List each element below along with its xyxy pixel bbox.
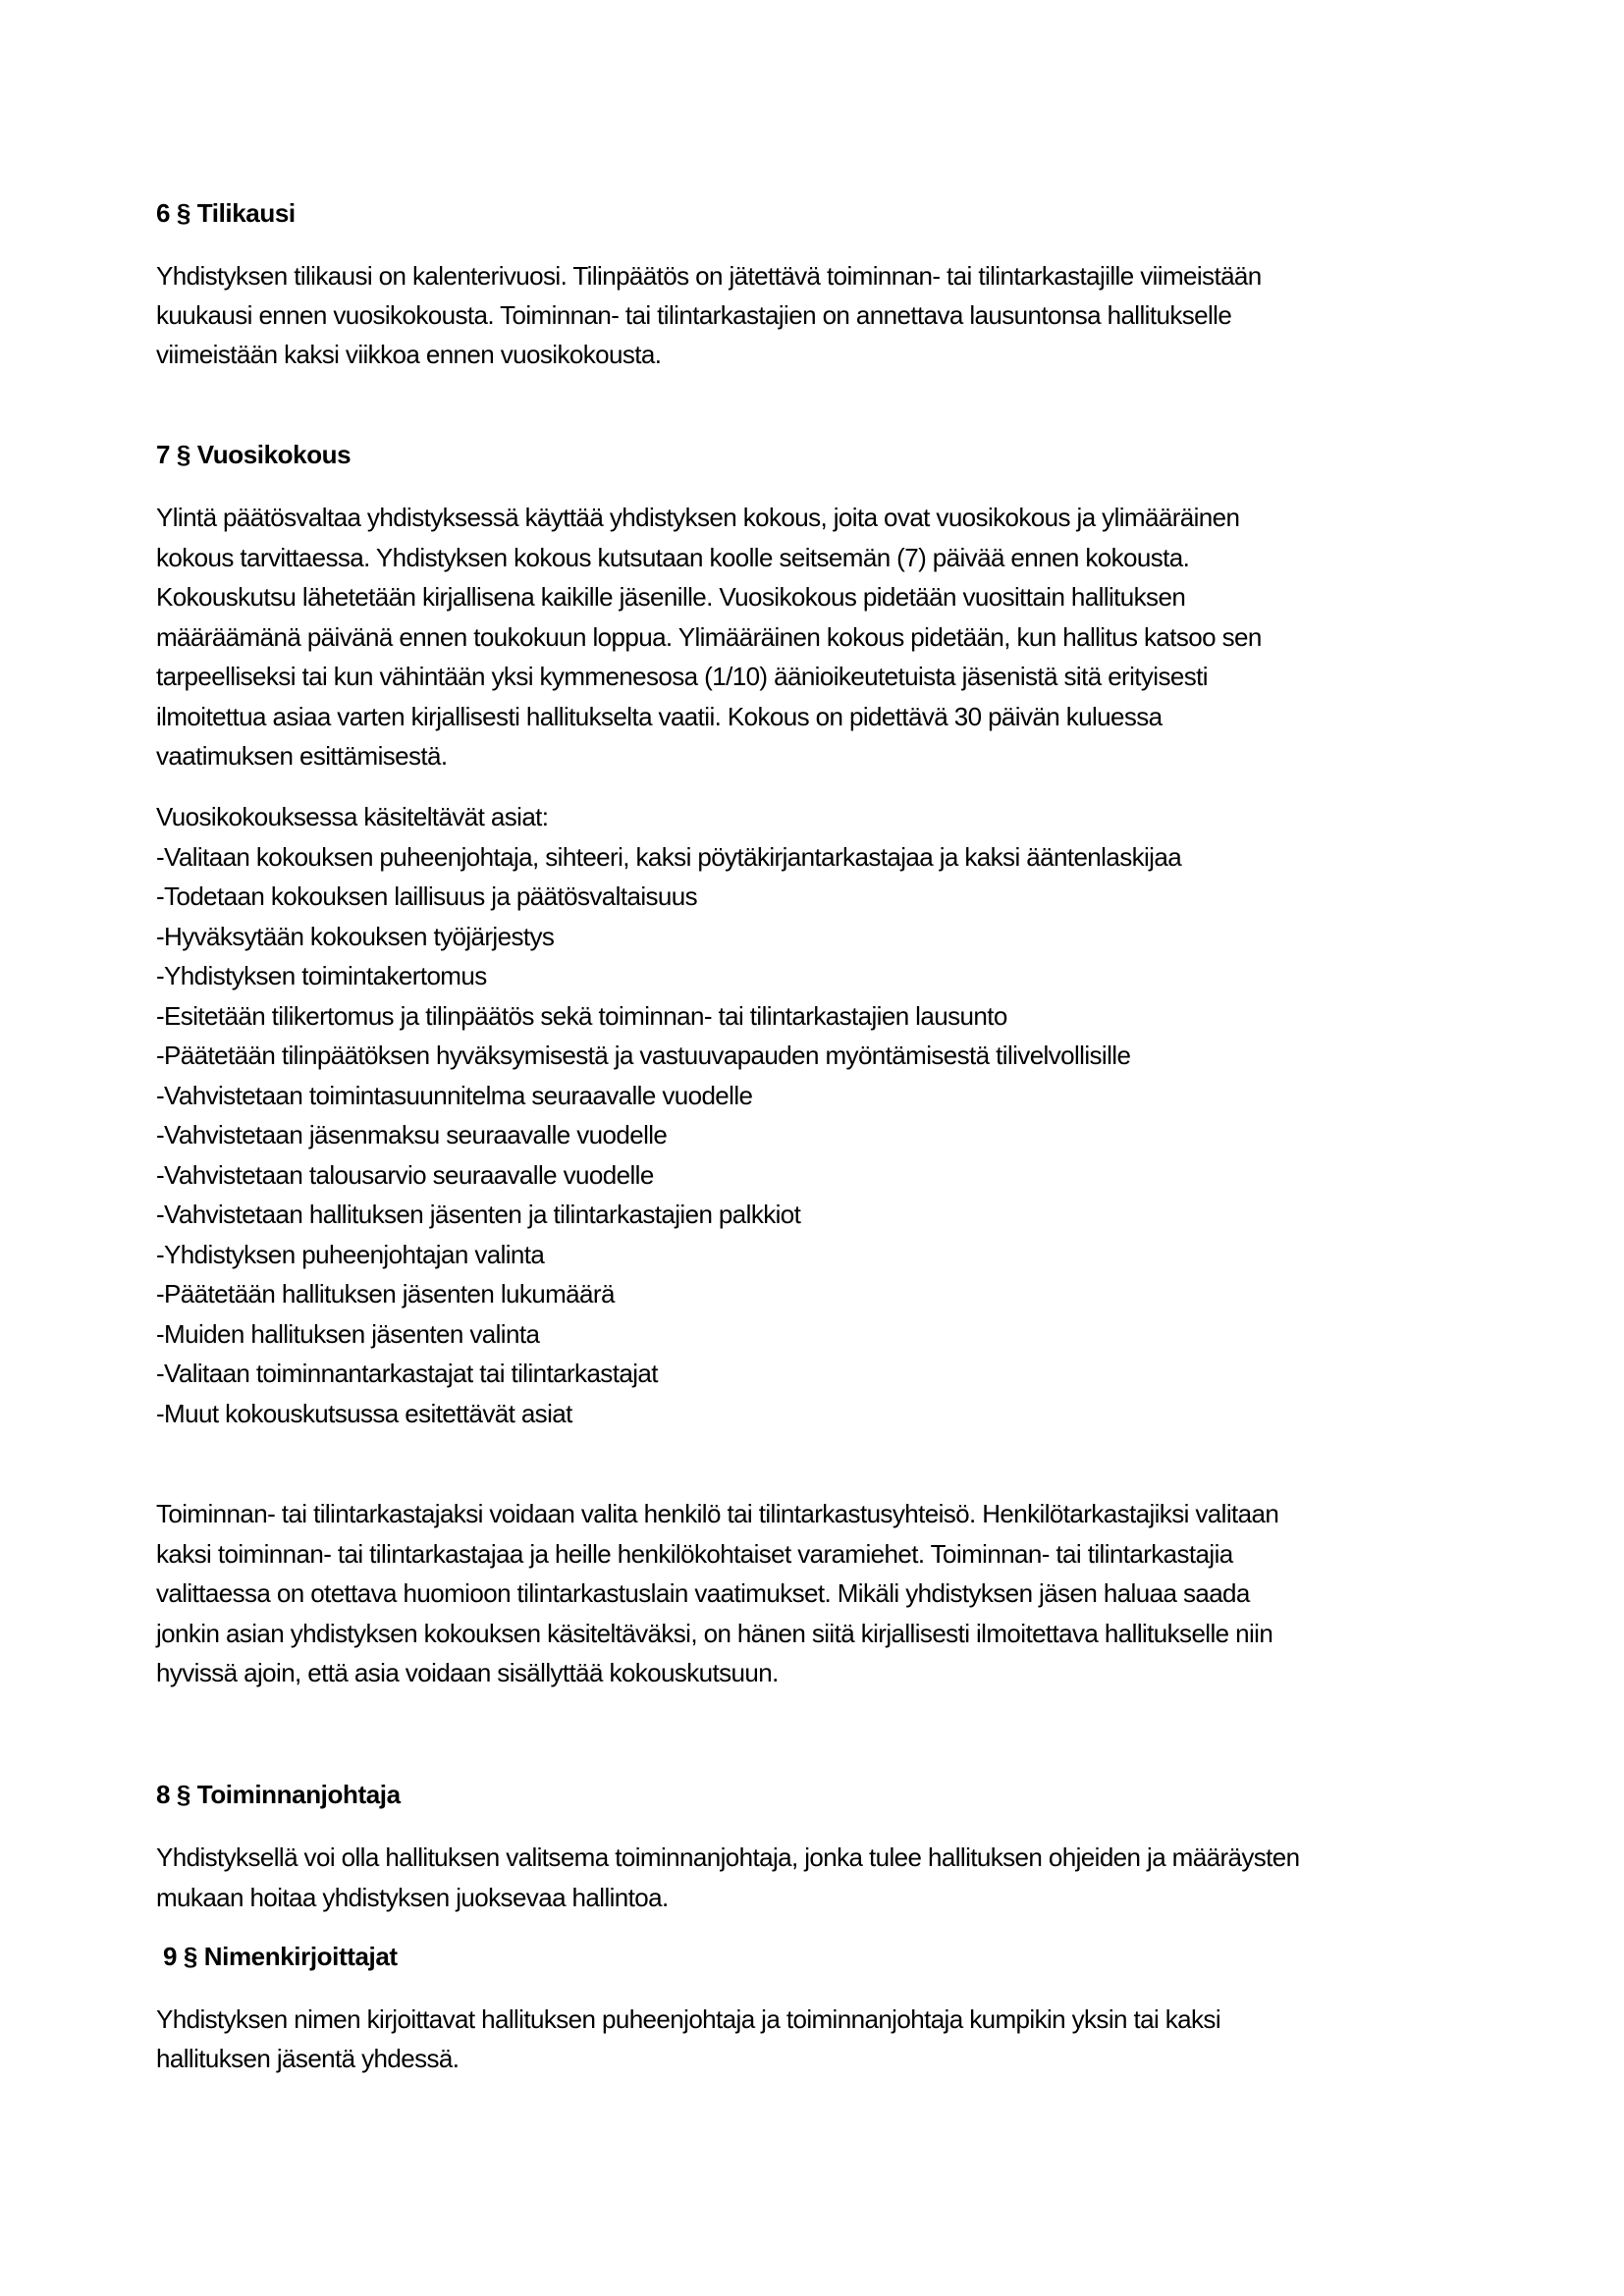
agenda-list-item: -Vahvistetaan talousarvio seuraavalle vuodelle — [156, 1160, 654, 1190]
section-8-line: mukaan hoitaa yhdistyksen juoksevaa hallintoa. — [156, 1883, 669, 1912]
auditor-paragraph-line: jonkin asian yhdistyksen kokouksen käsiteltäväksi, on hänen siitä kirjallisesti ilmoitettava hallitukselle niin — [156, 1619, 1273, 1648]
auditor-paragraph-line: kaksi toiminnan- tai tilintarkastajaa ja heille henkilökohtaiset varamiehet. Toiminnan- tai tilintarkastajia — [156, 1539, 1233, 1569]
auditor-paragraph-line: valittaessa on otettava huomioon tilintarkastuslain vaatimukset. Mikäli yhdistyksen jäsen haluaa saada — [156, 1578, 1250, 1608]
section-8-heading: 8 § Toiminnanjohtaja — [156, 1780, 401, 1809]
agenda-list-item: -Todetaan kokouksen laillisuus ja päätösvaltaisuus — [156, 881, 698, 911]
section-7-heading: 7 § Vuosikokous — [156, 440, 352, 469]
section-9-line: Yhdistyksen nimen kirjoittavat hallituksen puheenjohtaja ja toiminnanjohtaja kumpikin yksin tai kaksi — [156, 2004, 1221, 2034]
auditor-paragraph-line: hyvissä ajoin, että asia voidaan sisällyttää kokouskutsuun. — [156, 1658, 779, 1687]
auditor-paragraph-line: Toiminnan- tai tilintarkastajaksi voidaan valita henkilö tai tilintarkastusyhteisö. Henkilötarkastajiksi valitaan — [156, 1499, 1279, 1528]
section-6-line: kuukausi ennen vuosikokousta. Toiminnan- tai tilintarkastajien on annettava lausuntonsa hallitukselle — [156, 300, 1232, 330]
section-7-line: kokous tarvittaessa. Yhdistyksen kokous kutsutaan koolle seitsemän (7) päivää ennen kokousta. — [156, 543, 1190, 572]
agenda-list-item: -Vahvistetaan toimintasuunnitelma seuraavalle vuodelle — [156, 1081, 753, 1110]
section-7-line: määräämänä päivänä ennen toukokuun loppua. Ylimääräinen kokous pidetään, kun hallitus katsoo sen — [156, 622, 1262, 652]
agenda-list-item: -Muiden hallituksen jäsenten valinta — [156, 1319, 540, 1349]
agenda-list-item: -Yhdistyksen toimintakertomus — [156, 961, 487, 990]
agenda-list-item: -Muut kokouskutsussa esitettävät asiat — [156, 1399, 572, 1428]
agenda-list-item: -Vahvistetaan hallituksen jäsenten ja tilintarkastajien palkkiot — [156, 1200, 801, 1229]
agenda-list-item: -Hyväksytään kokouksen työjärjestys — [156, 922, 555, 951]
section-7-line: tarpeelliseksi tai kun vähintään yksi kymmenesosa (1/10) äänioikeutetuista jäsenistä sitä erityisesti — [156, 662, 1208, 691]
section-9-heading: 9 § Nimenkirjoittajat — [163, 1942, 398, 1971]
agenda-list-item: -Vahvistetaan jäsenmaksu seuraavalle vuodelle — [156, 1120, 668, 1149]
agenda-list-item: -Päätetään tilinpäätöksen hyväksymisestä ja vastuuvapauden myöntämisestä tilivelvollisille — [156, 1041, 1131, 1070]
section-9-line: hallituksen jäsentä yhdessä. — [156, 2044, 460, 2073]
section-6-line: Yhdistyksen tilikausi on kalenterivuosi. Tilinpäätös on jätettävä toiminnan- tai tilintarkastajille viimeistään — [156, 261, 1262, 291]
section-7-line: Ylintä päätösvaltaa yhdistyksessä käyttää yhdistyksen kokous, joita ovat vuosikokous ja ylimääräinen — [156, 503, 1240, 532]
agenda-list-item: -Päätetään hallituksen jäsenten lukumäärä — [156, 1279, 615, 1308]
agenda-list-intro: Vuosikokouksessa käsiteltävät asiat: — [156, 802, 549, 831]
agenda-list-item: -Valitaan kokouksen puheenjohtaja, sihteeri, kaksi pöytäkirjantarkastajaa ja kaksi ääntenlaskijaa — [156, 842, 1182, 872]
agenda-list-item: -Yhdistyksen puheenjohtajan valinta — [156, 1240, 545, 1269]
section-7-line: vaatimuksen esittämisestä. — [156, 741, 448, 771]
section-7-line: ilmoitettua asiaa varten kirjallisesti hallitukselta vaatii. Kokous on pidettävä 30 päivän kuluessa — [156, 702, 1163, 731]
agenda-list-item: -Valitaan toiminnantarkastajat tai tilintarkastajat — [156, 1359, 658, 1388]
section-8-line: Yhdistyksellä voi olla hallituksen valitsema toiminnanjohtaja, jonka tulee hallituksen ohjeiden ja määräysten — [156, 1842, 1300, 1872]
agenda-list-item: -Esitetään tilikertomus ja tilinpäätös sekä toiminnan- tai tilintarkastajien lausunto — [156, 1001, 1007, 1031]
section-7-line: Kokouskutsu lähetetään kirjallisena kaikille jäsenille. Vuosikokous pidetään vuosittain hallituksen — [156, 582, 1186, 612]
section-6-heading: 6 § Tilikausi — [156, 198, 296, 228]
section-6-line: viimeistään kaksi viikkoa ennen vuosikokousta. — [156, 340, 662, 369]
